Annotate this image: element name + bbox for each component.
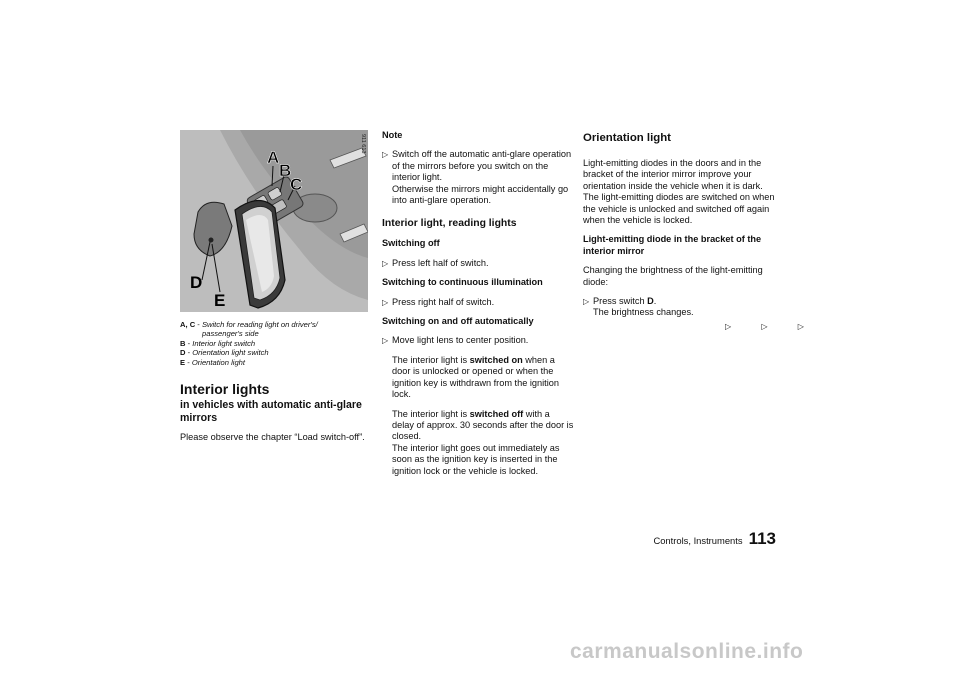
mirror-figure-svg	[180, 130, 368, 312]
figure-label-b: B	[279, 161, 292, 180]
legend-row-ac-cont: passenger's side	[202, 329, 259, 339]
bullet-arrow-icon: ▷	[583, 297, 590, 307]
continuous-step: ▷ Press right half of switch.	[382, 296, 495, 307]
section-title-orientation-light: Orientation light	[583, 132, 671, 144]
legend-row-b: B - Interior light switch	[180, 338, 256, 348]
led-bracket-heading: Light-emitting diode in the bracket of the interior mirror	[583, 234, 762, 256]
bullet-arrow-icon: ▷	[382, 297, 389, 307]
column-middle	[382, 130, 574, 485]
figure-label-e: E	[214, 291, 226, 310]
orientation-led	[209, 238, 214, 243]
bullet-arrow-icon: ▷	[382, 150, 389, 160]
page-number: 113	[748, 529, 776, 548]
continuous-heading: Switching to continuous illumination	[382, 277, 543, 288]
column-left	[180, 130, 370, 451]
switching-off-step: ▷ Press left half of switch.	[382, 257, 489, 268]
legend-row-e: E - Orientation light	[180, 357, 246, 367]
legend-row-ac: A, C - Switch for reading light on driver's/	[180, 320, 318, 329]
figure-label-a: A	[267, 148, 280, 167]
switched-off-paragraph: The interior light is switched off with a delay of approx. 30 seconds after the door is closed. The interior light goes out immediately as soon as the ignition key is inserted in the ignition lock or the vehicle is locked.	[392, 408, 574, 476]
section-title-reading-lights: Interior light, reading lights	[382, 218, 517, 230]
section-title-interior-lights: Interior lights	[180, 381, 270, 398]
press-switch-d-step: ▷ Press switch D. The brightness changes.	[583, 296, 694, 318]
automatic-step: ▷ Move light lens to center position.	[382, 335, 529, 346]
bullet-arrow-icon: ▷	[382, 336, 389, 346]
watermark-text: carmanualsonline.info	[570, 640, 804, 663]
column-right	[583, 130, 775, 327]
figure-label-c: C	[290, 175, 303, 194]
figure-label-d: D	[190, 273, 203, 292]
switched-on-paragraph: The interior light is switched on when a door is unlocked or opened or when the ignition key is withdrawn from the ignition lock.	[392, 354, 559, 400]
bullet-arrow-icon: ▷	[382, 258, 389, 268]
section-subtitle: in vehicles with automatic anti-glare mirrors	[180, 399, 362, 425]
figure-code: 911 613	[360, 134, 366, 154]
note-heading: Note	[382, 130, 403, 140]
switching-off-heading: Switching off	[382, 238, 440, 249]
mirror-illustration	[180, 130, 368, 312]
note-step: ▷ Switch off the automatic anti-glare operation of the mirrors before you switch on the interior light. Otherwise the mirrors might accidentally go into anti-glare operation.	[382, 149, 572, 206]
load-switch-off-note: Please observe the chapter “Load switch-off”.	[180, 432, 365, 443]
brightness-intro: Changing the brightness of the light-emitting diode:	[583, 265, 763, 287]
footer-section-title: Controls, Instruments	[653, 535, 743, 546]
page-footer	[600, 529, 776, 549]
continued-arrows-icon: ▷ ▷ ▷	[725, 322, 818, 331]
orientation-paragraph-1: Light-emitting diodes in the doors and in the bracket of the interior mirror improve your orientation inside the vehicle when it is dark. The light-emitting diodes are switched on when the vehicle is unlocked and switched off again when the vehicle is locked.	[583, 158, 775, 226]
legend-row-d: D - Orientation light switch	[180, 348, 269, 358]
automatic-heading: Switching on and off automatically	[382, 316, 534, 327]
figure-legend	[180, 320, 370, 367]
